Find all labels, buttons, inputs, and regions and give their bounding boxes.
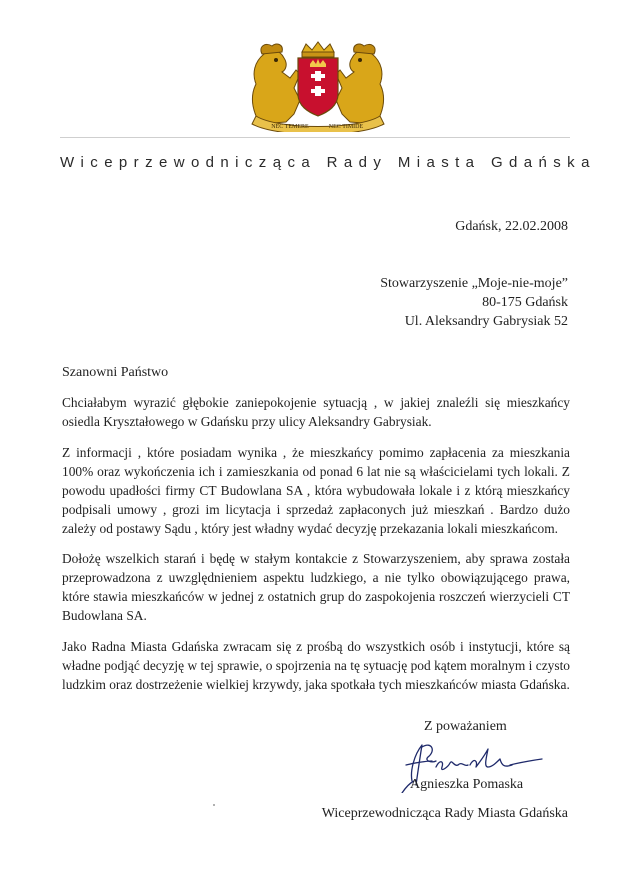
header-divider [60,137,570,138]
closing-phrase: Z poważaniem [424,719,507,734]
letterhead-title: Wiceprzewodnicząca Rady Miasta Gdańska [60,154,596,171]
red-shield [298,58,338,116]
recipient-line-3: Ul. Aleksandry Gabrysiak 52 [404,314,568,329]
body-paragraph-3: Dołożę wszelkich starań i będę w stałym kontakcie z Stowarzyszeniem, aby sprawa została przeprowadzona z uwzględnieniem aspektu ludzkiego, a nie tylko obowiązującego prawa, które stawia mieszkańców w jednej z ostatnich grup do zaspokojenia roszczeń wierzycieli CT Budowlana SA. [62,551,570,623]
letter-date: Gdańsk, 22.02.2008 [455,219,568,234]
crown-icon [302,42,334,57]
scan-speck [213,804,215,806]
recipient-line-2: 80-175 Gdańsk [482,295,568,310]
gdansk-coat-of-arms [238,40,398,132]
letter-body [62,393,570,705]
signatory-title: Wiceprzewodnicząca Rady Miasta Gdańska [321,806,568,821]
right-lion-supporter [336,44,383,124]
motto-left-text: NEC TEMERE [271,124,309,130]
motto-right-text: NEC TIMIDE [328,124,364,130]
salutation: Szanowni Państwo [62,365,169,380]
body-paragraph-4: Jako Radna Miasta Gdańska zwracam się z prośbą do wszystkich osób i instytucji, które są władne podjąć decyzję w tej sprawie, o spojrzenia na tę sytuację pod kątem moralnym i czysto ludzkim oraz dostrzeżenie wielkiej krzywdy, jaka spotkała tych mieszkańców miasta Gdańska. [62,638,570,692]
body-paragraph-2: Z informacji , które posiadam wynika , że mieszkańcy pomimo zapłacenia za mieszkania 100% oraz wykończenia ich i zamieszkania od ponad 6 lat nie są właścicielami tych lokali. Z powodu upadłości firmy CT Budowlana SA , która wybudowała lokale i z którą mieszkańcy podpisali umowy , grozi im licytacja i sprzedaż zapłaconych już mieszkań . Bardzo dużo zależy od postawy Sądu , który jest władny wydać decyzję przekazania lokali mieszkańcom. [62,444,570,536]
recipient-address [380,274,568,331]
recipient-line-1: Stowarzyszenie „Moje-nie-moje” [380,276,568,291]
body-paragraph-1: Chciałabym wyrazić głębokie zaniepokojenie sytuacją , w jakiej znaleźli się mieszkańcy osiedla Kryształowego w Gdańsku przy ulicy Aleksandry Gabrysiak. [62,395,570,429]
left-lion-supporter [253,44,300,124]
signatory-name: Agnieszka Pomaska [410,777,524,792]
